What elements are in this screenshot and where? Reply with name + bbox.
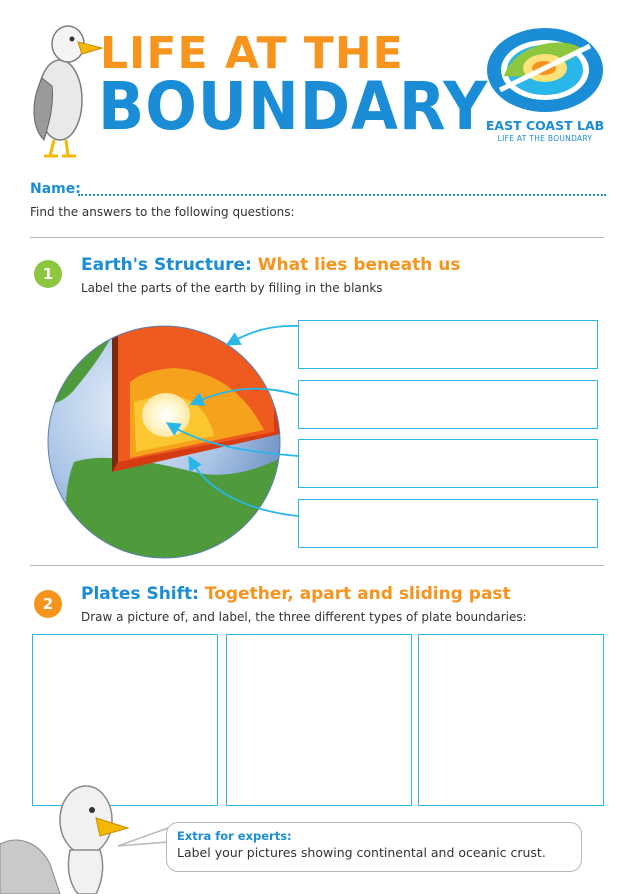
name-input-line[interactable] bbox=[78, 194, 606, 196]
intro-text: Find the answers to the following questions: bbox=[30, 205, 295, 219]
extra-speech-bubble bbox=[166, 822, 582, 872]
extra-heading: Extra for experts: bbox=[177, 829, 292, 843]
title-line-1: LIFE AT THE bbox=[100, 28, 404, 79]
question-1-number: 1 bbox=[34, 260, 62, 288]
answer-box-4[interactable] bbox=[298, 499, 598, 548]
seagull-mascot-icon bbox=[28, 8, 108, 158]
question-2-number: 2 bbox=[34, 590, 62, 618]
question-1-subheading: What lies beneath us bbox=[257, 255, 461, 275]
question-1-heading: Earth's Structure: bbox=[81, 255, 252, 275]
logo-subtitle: LIFE AT THE BOUNDARY bbox=[497, 134, 593, 143]
question-2-heading: Plates Shift: bbox=[81, 584, 199, 604]
question-2-title bbox=[81, 584, 511, 604]
divider bbox=[30, 237, 604, 238]
name-label: Name: bbox=[30, 181, 81, 197]
earth-cross-section-icon bbox=[34, 312, 294, 572]
logo-text-block bbox=[470, 118, 620, 143]
east-coast-lab-logo-icon bbox=[484, 24, 606, 116]
extra-body: Label your pictures showing continental and oceanic crust. bbox=[177, 845, 546, 860]
question-1-title bbox=[81, 255, 461, 275]
drawing-box-3[interactable] bbox=[418, 634, 604, 806]
answer-box-1[interactable] bbox=[298, 320, 598, 369]
divider bbox=[30, 565, 604, 566]
seagull-mascot-bottom-icon bbox=[0, 774, 130, 894]
question-2-subheading: Together, apart and sliding past bbox=[204, 584, 511, 604]
question-1-instruction: Label the parts of the earth by filling in the blanks bbox=[81, 281, 383, 295]
drawing-box-2[interactable] bbox=[226, 634, 412, 806]
speech-bubble-tail bbox=[114, 820, 174, 850]
question-2-instruction: Draw a picture of, and label, the three different types of plate boundaries: bbox=[81, 610, 527, 624]
answer-box-2[interactable] bbox=[298, 380, 598, 429]
title-line-2: BOUNDARY bbox=[98, 68, 489, 145]
answer-box-3[interactable] bbox=[298, 439, 598, 488]
logo-name: EAST COAST LAB bbox=[485, 118, 605, 133]
